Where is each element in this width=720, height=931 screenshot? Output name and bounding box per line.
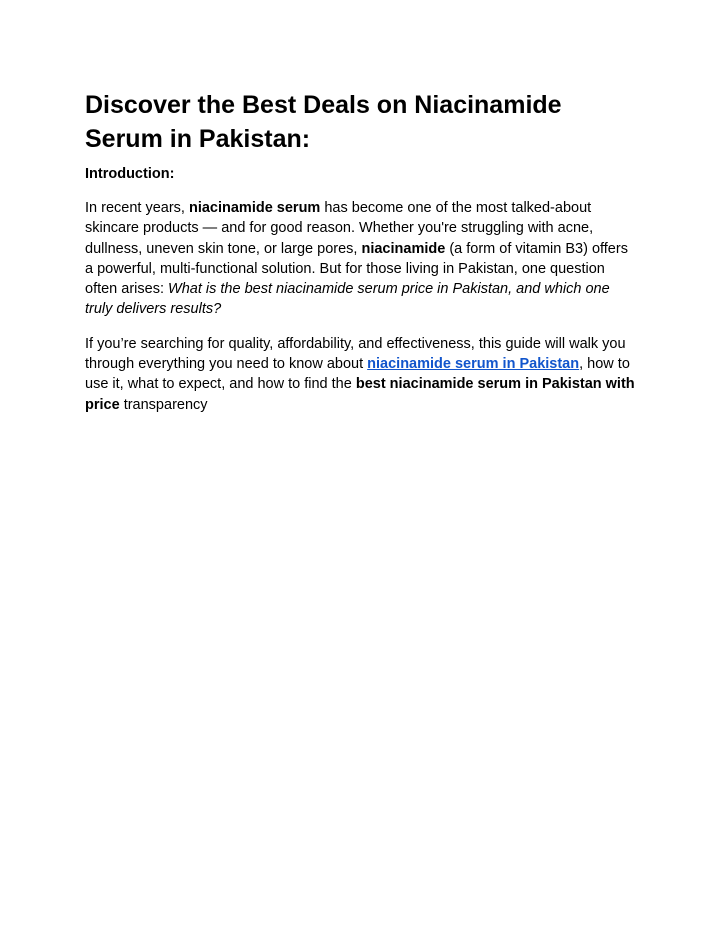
paragraph-text: (a form of vitamin B3) offers a powerful, multi-functional solution. But for those living in Pakistan, one question often arises:	[85, 240, 628, 298]
paragraph-guide	[85, 334, 637, 415]
paragraph-intro	[85, 198, 637, 320]
intro-heading: Introduction:	[85, 166, 175, 182]
paragraph-text: If you’re searching for quality, affordability, and effectiveness, this guide will walk you through everything you need to know about	[85, 335, 626, 373]
paragraph-text: , how to use it, what to expect, and how to find the	[85, 356, 630, 393]
paragraph-text: has become one of the most talked-about skincare products — and for good reason. Whether you're struggling with acne, dullness, uneven skin tone, or large pores,	[85, 200, 594, 257]
page-title: Discover the Best Deals on Niacinamide Serum in Pakistan:	[85, 91, 562, 153]
italic-question: What is the best niacinamide serum price in Pakistan, and which one truly delivers results?	[85, 281, 610, 318]
niacinamide-serum-link[interactable]: niacinamide serum in Pakistan	[367, 356, 580, 373]
bold-text: best niacinamide serum in Pakistan with price	[85, 376, 635, 413]
bold-text: niacinamide	[361, 240, 446, 257]
paragraph-text: transparency	[119, 396, 208, 413]
paragraph-text: In recent years,	[85, 200, 189, 216]
bold-text: niacinamide serum	[188, 200, 321, 216]
document-content	[85, 88, 637, 415]
